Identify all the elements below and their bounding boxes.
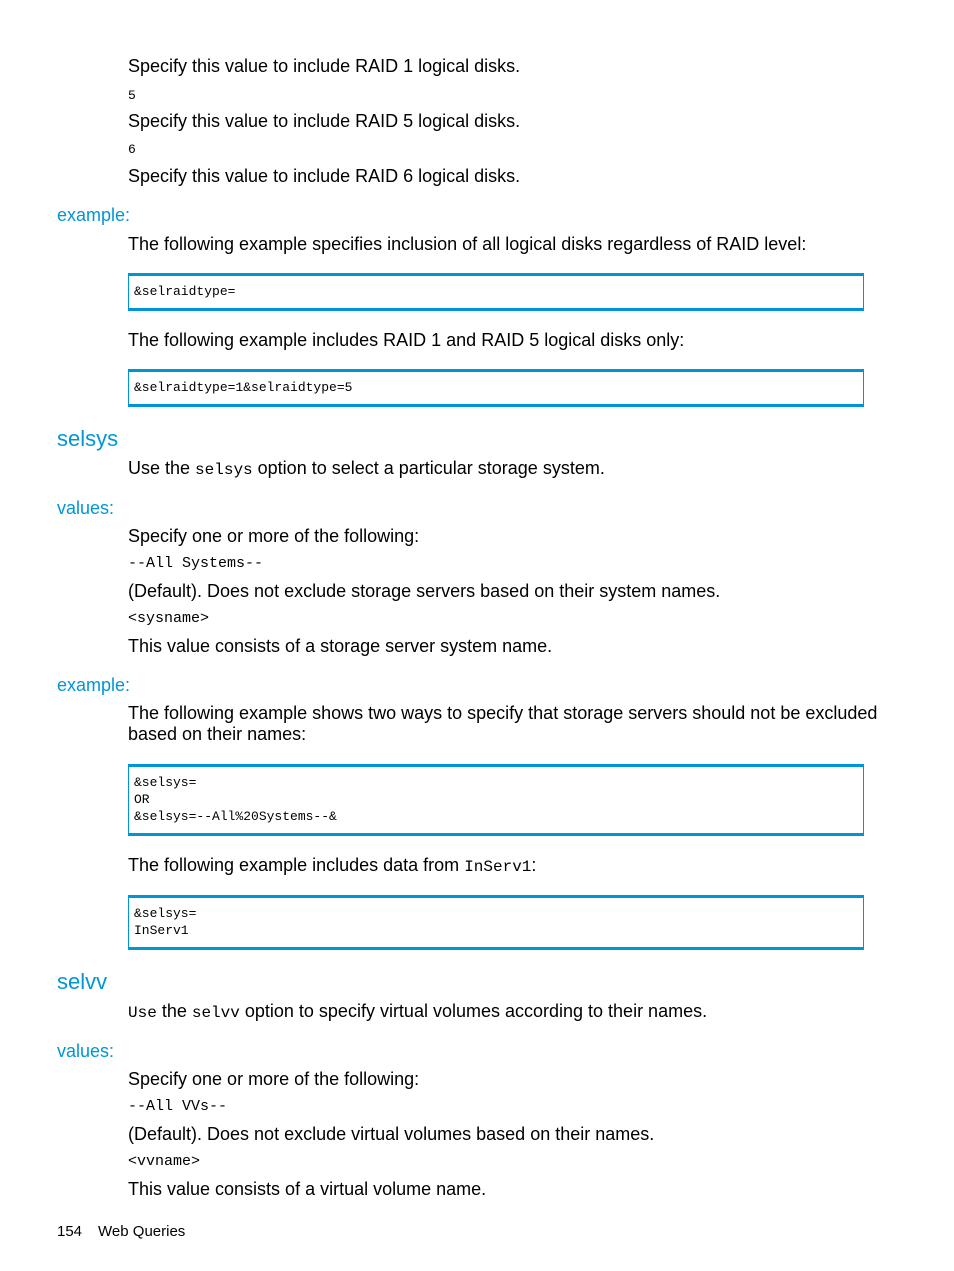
intro-text: option to select a particular storage system.	[252, 458, 605, 478]
intro-text: Use the	[128, 458, 196, 478]
code-block-selraidtype-all	[128, 273, 864, 311]
raid5-description: Specify this value to include RAID 5 logical disks.	[128, 111, 521, 131]
raid-example-heading: example:	[57, 205, 131, 225]
selsys-heading: selsys	[57, 426, 119, 451]
raid-example-intro-1: The following example specifies inclusion of all logical disks regardless of RAID level:	[128, 234, 807, 254]
selvv-heading: selvv	[57, 969, 108, 994]
selsys-option-sysname-description: This value consists of a storage server system name.	[128, 636, 553, 656]
selsys-values-intro: Specify one or more of the following:	[128, 526, 420, 546]
code-line: &selsys=	[134, 775, 197, 790]
selsys-option-sysname: <sysname>	[128, 610, 210, 627]
raid6-description: Specify this value to include RAID 6 logical disks.	[128, 166, 521, 186]
code-block-selsys-all	[128, 764, 864, 836]
selvv-values-heading: values:	[57, 1041, 115, 1061]
code-line: &selraidtype=1&selraidtype=5	[134, 380, 353, 395]
inline-code: selsys	[195, 461, 253, 479]
code-line: &selraidtype=	[134, 284, 236, 299]
page-footer	[57, 1223, 185, 1241]
selsys-example-intro-line-1: The following example shows two ways to specify that storage servers should not be excluded	[128, 703, 878, 723]
raid6-value: 6	[128, 142, 136, 157]
code-line: &selsys=--All%20Systems--&	[134, 809, 337, 824]
selvv-option-all-description: (Default). Does not exclude virtual volumes based on their names.	[128, 1124, 655, 1144]
selsys-example-intro-line-2: based on their names:	[128, 724, 307, 744]
selsys-values-heading: values:	[57, 498, 115, 518]
code-line: &selsys=	[134, 906, 197, 921]
intro-text: option to specify virtual volumes according to their names.	[239, 1001, 708, 1021]
intro-text: The following example includes data from	[128, 855, 465, 875]
selsys-example-2-intro	[128, 854, 536, 878]
selsys-example-heading: example:	[57, 675, 131, 695]
code-block-selsys-inserv1	[128, 895, 864, 950]
code-line: InServ1	[134, 923, 189, 938]
page-number: 154	[57, 1223, 83, 1240]
selsys-option-all-description: (Default). Does not exclude storage servers based on their system names.	[128, 581, 721, 601]
inline-code: Use	[128, 1004, 157, 1022]
inline-code: selvv	[191, 1004, 240, 1022]
selvv-option-vvname: <vvname>	[128, 1153, 201, 1170]
selvv-values-intro: Specify one or more of the following:	[128, 1069, 420, 1089]
inline-code: InServ1	[464, 858, 532, 876]
selvv-option-all: --All VVs--	[128, 1098, 228, 1115]
raid5-value: 5	[128, 88, 136, 103]
raid-example-intro-2: The following example includes RAID 1 and RAID 5 logical disks only:	[128, 330, 685, 350]
footer-section-title: Web Queries	[98, 1223, 186, 1240]
raid1-description: Specify this value to include RAID 1 logical disks.	[128, 56, 521, 76]
code-line: OR	[134, 792, 150, 807]
selsys-option-all: --All Systems--	[128, 555, 264, 572]
selvv-option-vvname-description: This value consists of a virtual volume name.	[128, 1179, 487, 1199]
code-block-selraidtype-1-5	[128, 369, 864, 407]
selsys-intro	[128, 457, 605, 481]
intro-text: :	[531, 855, 537, 875]
intro-text: the	[156, 1001, 192, 1021]
selvv-intro	[128, 1000, 707, 1024]
